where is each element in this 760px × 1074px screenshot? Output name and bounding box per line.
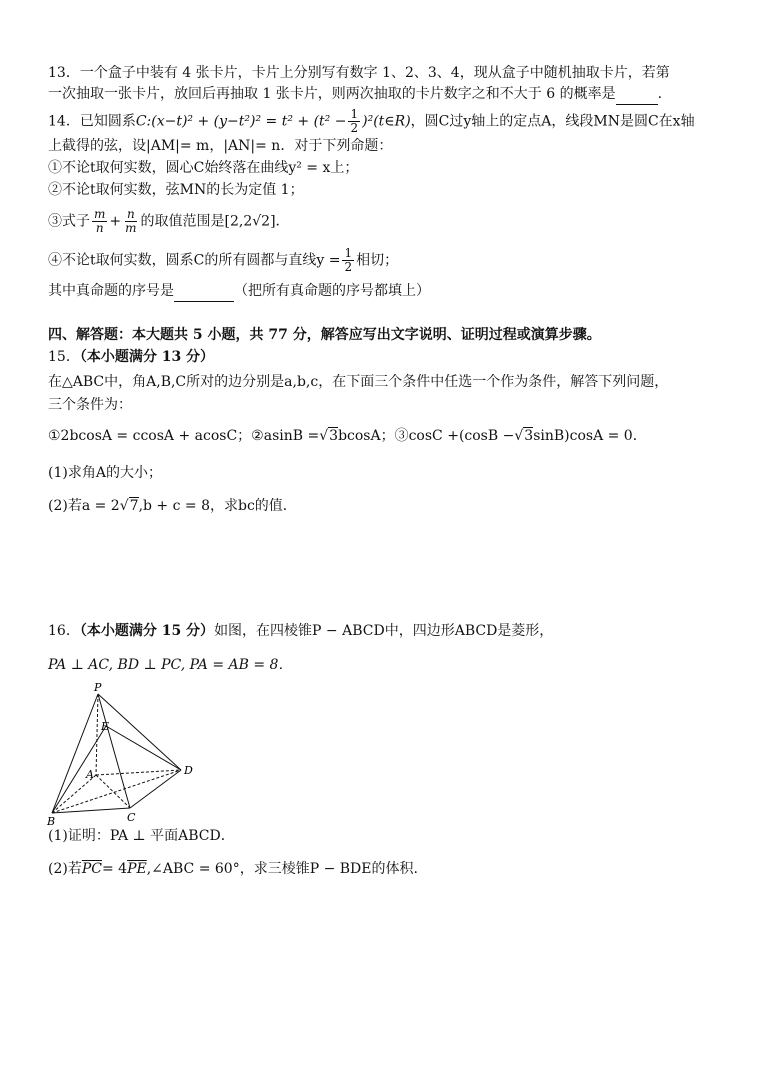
q14-item4-frac xyxy=(342,247,354,274)
q16-vector-pc: $\overline{PC}$ xyxy=(81,861,102,877)
q15-title-bold: （本小题满分 13 分） xyxy=(79,349,215,365)
q14-last-a: 其中真命题的序号是 xyxy=(48,283,174,299)
q14-formula-b: )²(t∈R) xyxy=(362,113,411,130)
q14-line1-end: ，圆C过y轴上的定点A，线段MN是圆C在x轴 xyxy=(410,113,695,130)
q14-item3 xyxy=(48,208,290,235)
q16-part1 xyxy=(48,826,235,846)
q15-cond2-sqrt: 3 xyxy=(329,428,339,444)
q16-title-rest: 如图，在四棱锥P − ABCD中，四边形ABCD是菱形， xyxy=(214,623,554,639)
q15-cond2-b: bcosA； xyxy=(338,428,395,444)
section4-heading: 四、解答题：本大题共 5 小题，共 77 分，解答应写出文字说明、证明过程或演算步骤。 xyxy=(48,327,601,343)
q16-part2-mid: = 4 xyxy=(101,861,128,877)
q14-frac-den: 2 xyxy=(350,121,359,135)
q15-cond3-a: ③cosC + xyxy=(394,428,459,444)
label-B: B xyxy=(47,815,56,828)
q14-answer-blank xyxy=(174,281,234,302)
label-A: A xyxy=(86,768,94,781)
q15-part1: (1)求角A的大小； xyxy=(48,465,162,481)
edge-PB xyxy=(52,694,98,813)
q15-part2: (2)若a = 2√7,b + c = 8，求bc的值． xyxy=(48,498,297,514)
q14-last-b: （把所有真命题的序号都填上） xyxy=(234,283,430,299)
q14-item2: ②不论t取何实数，弦MN的长为定值 1； xyxy=(48,182,304,198)
label-E: E xyxy=(101,720,110,733)
q14-intro: 14．已知圆系 xyxy=(48,113,136,130)
edge-PC xyxy=(98,694,130,808)
q15-cond3-b: (cosB − xyxy=(458,428,515,444)
q14-last xyxy=(48,281,430,302)
pyramid-figure xyxy=(44,680,214,830)
q14-formula-a: C:(x−t)² + (y−t²)² = t² + (t² − xyxy=(135,113,347,130)
q14-item3-f1-num: m xyxy=(94,207,106,221)
q16-part2-b: ,∠ABC = 60°，求三棱锥P − BDE的体积. xyxy=(146,861,418,877)
q15-part2-a: (2)若a = 2 xyxy=(48,498,120,514)
q15-conditions: ①2bcosA = ccosA + acosC；②asinB =√3bcosA；③cosC +(cosB −√3sinB)cosA = 0． xyxy=(48,428,647,444)
q14-item3-plus: + xyxy=(109,213,122,230)
edge-PD xyxy=(98,694,181,770)
label-P: P xyxy=(94,681,102,694)
q14-item3-frac1 xyxy=(92,208,107,235)
q14-item4 xyxy=(48,247,398,274)
q14-item1: ①不论t取何实数，圆心C始终落在曲线y² = x上； xyxy=(48,160,359,176)
q14-item4-den: 2 xyxy=(344,260,353,274)
label-C: C xyxy=(127,811,136,824)
q14-item3-f2-num: n xyxy=(126,207,135,221)
q15-cond1: ①2bcosA = ccosA + acosC； xyxy=(48,428,252,444)
q16-part2-a: (2)若 xyxy=(48,861,82,877)
q13-line1: 13．一个盒子中装有 4 张卡片，卡片上分别写有数字 1、2、3、4，现从盒子中随机抽取卡片，若第 xyxy=(48,65,670,81)
q13-line2 xyxy=(48,84,662,105)
q13-line2-text: 一次抽取一张卡片，放回后再抽取 1 张卡片，则两次抽取的卡片数字之和不大于 6 的概率是 xyxy=(48,86,616,102)
q16-part1-text: (1)证明：PA ⊥ 平面ABCD． xyxy=(48,828,235,844)
q14-item4-intro: ④不论t取何实数，圆系C的所有圆都与直线y = xyxy=(48,252,341,269)
q16-title-bold: （本小题满分 15 分） xyxy=(79,623,215,639)
q14-line1 xyxy=(48,108,695,135)
q14-item3-end: 的取值范围是[2,2√2]． xyxy=(140,213,290,230)
q14-item4-num: 1 xyxy=(344,246,353,260)
q15-title-num: 15． xyxy=(48,349,80,365)
edge-BD xyxy=(52,770,181,813)
q14-item3-intro: ③式子 xyxy=(48,213,90,230)
q15-line2: 三个条件为： xyxy=(48,397,132,413)
q14-item4-end: 相切； xyxy=(356,252,399,269)
q16-title-num: 16． xyxy=(48,623,80,639)
q15-cond2-a: ②asinB = xyxy=(251,428,320,444)
q16-conditions: PA ⊥ AC, BD ⊥ PC, PA = AB = 8． xyxy=(48,657,293,673)
q16-title xyxy=(48,621,553,641)
q14-item3-f1-den: n xyxy=(95,221,104,235)
q14-frac-num: 1 xyxy=(350,107,359,121)
q13-answer-blank xyxy=(616,84,658,105)
q15-cond3-sqrt: 3 xyxy=(524,428,534,444)
q14-fraction xyxy=(348,108,360,135)
edge-PA xyxy=(96,694,98,775)
q15-part2-sqrt: 7 xyxy=(129,498,139,514)
q14-item3-f2-den: m xyxy=(125,221,137,235)
q15-part2-b: ,b + c = 8，求bc的值． xyxy=(138,498,297,514)
q16-part2 xyxy=(48,859,418,879)
edge-BE xyxy=(52,726,106,813)
q15-cond3-c: sinB)cosA = 0． xyxy=(533,428,647,444)
q13-line2-end: . xyxy=(657,86,663,102)
q14-line2: 上截得的弦，设|AM|= m，|AN|= n．对于下列命题： xyxy=(48,138,393,154)
edge-CD xyxy=(130,770,181,808)
q16-vector-pe: $\overline{PE}$ xyxy=(127,861,147,877)
q15-line1: 在△ABC中，角A,B,C所对的边分别是a,b,c，在下面三个条件中任选一个作为条件，解答下列问题， xyxy=(48,374,669,390)
q15-title xyxy=(48,347,214,367)
q14-item3-frac2 xyxy=(123,208,138,235)
label-D: D xyxy=(184,764,193,777)
